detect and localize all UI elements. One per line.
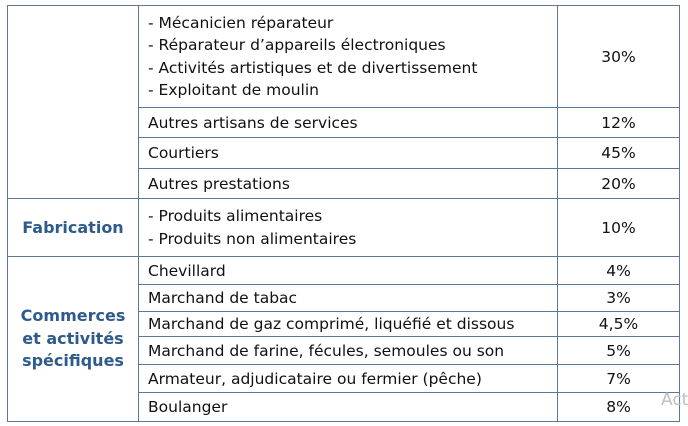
- rate-cell: 7%: [558, 365, 680, 393]
- list-item: - Produits alimentaires: [148, 207, 323, 225]
- rate-cell: 8%: [558, 393, 680, 422]
- rate-cell: 30%: [558, 6, 680, 108]
- list-item: - Activités artistiques et de divertissement: [148, 58, 478, 77]
- rate-cell: 20%: [558, 169, 680, 199]
- item-cell: Marchand de tabac: [139, 285, 558, 312]
- activity-rate-table: [7, 5, 680, 422]
- table-row: [8, 6, 680, 108]
- item-cell: [139, 199, 558, 257]
- category-line: spécifiques: [22, 351, 124, 371]
- rate-cell: 4,5%: [558, 312, 680, 337]
- rate-cell: 4%: [558, 257, 680, 285]
- item-cell: Armateur, adjudicataire ou fermier (pêche): [139, 365, 558, 393]
- list-item: - Exploitant de moulin: [148, 81, 319, 99]
- item-cell: Autres prestations: [139, 169, 558, 199]
- item-cell: Boulanger: [139, 393, 558, 422]
- table-row: [8, 257, 680, 285]
- item-cell: Marchand de gaz comprimé, liquéfié et dissous: [139, 312, 558, 337]
- category-cell-empty: [8, 6, 139, 199]
- list-item: - Réparateur d’appareils électroniques: [148, 36, 446, 54]
- category-cell: [8, 257, 139, 422]
- item-cell: Chevillard: [139, 257, 558, 285]
- list-item: - Mécanicien réparateur: [148, 13, 334, 32]
- rate-cell: 12%: [558, 108, 680, 138]
- list-item: - Produits non alimentaires: [148, 229, 357, 248]
- item-cell: Courtiers: [139, 138, 558, 169]
- item-cell: Autres artisans de services: [139, 108, 558, 138]
- table-row: [8, 199, 680, 257]
- rate-cell: 45%: [558, 138, 680, 169]
- item-cell: [139, 6, 558, 108]
- rate-cell: 5%: [558, 337, 680, 365]
- category-cell: Fabrication: [8, 199, 139, 257]
- item-cell: Marchand de farine, fécules, semoules ou son: [139, 337, 558, 365]
- category-line: Commerces: [20, 306, 126, 326]
- category-line: et activités: [22, 328, 124, 348]
- rate-cell: 3%: [558, 285, 680, 312]
- rate-cell: 10%: [558, 199, 680, 257]
- activation-watermark: Act: [661, 390, 688, 410]
